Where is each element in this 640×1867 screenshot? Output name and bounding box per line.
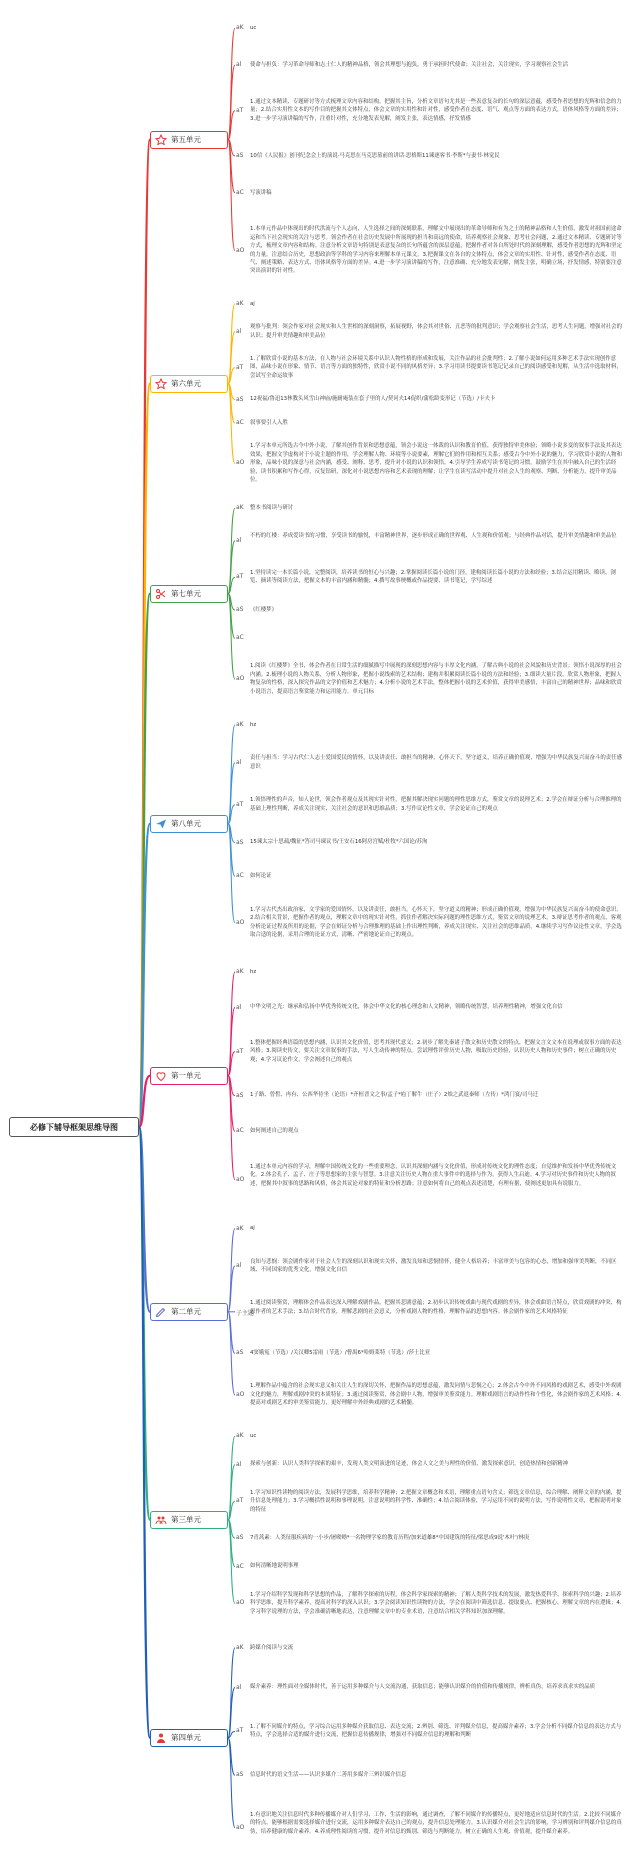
branch-text[interactable]: 如何清晰地说明事理	[250, 1563, 299, 1570]
branch-label[interactable]: al	[236, 1003, 242, 1011]
branch-connector	[228, 1312, 235, 1354]
branch-label[interactable]: al	[236, 758, 242, 766]
branch-label[interactable]: al	[236, 1460, 242, 1468]
branch-text[interactable]: 12祝福/鲁迅13林教头风雪山神庙/施耐庵装在套子里的人/契诃夫14促织/蒲松龄变形记（节选）/卡夫卡	[250, 396, 496, 403]
branch-connector	[228, 1648, 235, 1738]
branch-text[interactable]: hz	[250, 721, 257, 728]
unit-title: 第二单元	[171, 1307, 201, 1317]
branch-text[interactable]: 1.学习知识性读物的阅读方法，发展科学思维，培养科学精神；2.把握文章概念和术语，理解重点语句含义；筛选文章信息，综合理解、阐释文章的内涵，提升信息处理能力；3.学习概括性说明和事理说明，注意说明的科学性、准确性；4.结合阅读体验，学习运用不同的说明方法，写作说明性文章，把握说明对象的特征	[250, 1489, 622, 1513]
branch-label[interactable]: aS	[236, 605, 244, 613]
branch-text[interactable]: 1.通过文本精读、专题研讨等方式梳理文章内容和结构，把握其主旨，分析文章语句尤其是一些表意复杂的长句的深层意蕴，感受作者思想的光辉和信念的力量；2.结合实用性文本的写作目的把握其文体特点，体会文章的实用性和针对性，感受作者在态度、语气、观点等方面的表达方式，语体风格等方面的差异；3.进一步学习演讲稿的写作，注重针对性，充分地发表见解，阐发主张，表达情感，抒发情感	[250, 98, 622, 122]
branch-text[interactable]: 如何论证	[250, 873, 272, 880]
branch-text[interactable]: aj	[250, 1225, 255, 1232]
branch-label[interactable]: aO	[236, 1391, 245, 1398]
branch-label[interactable]: aS	[236, 1771, 244, 1779]
branch-text[interactable]: 1.学习介绍科学发现和科学思想的作品，了解科学探索的历程，体会科学家探索的精神；了解人类科学技术的发展，激发热爱科学、探索科学的兴趣；2.培养科学思维，提升科学素养，提高对科学的深入认识；3.学会阅读知识性读物的方法，学会在阅读中筛选信息、提取要点、把握核心，理解文章的内在逻辑；4.学习科学说理的方法，学会准确清晰地表达，注意理解文章中的专业术语，注意结合相关学科知识加深理解。	[250, 1591, 622, 1615]
branch-text[interactable]: 4窦娥冤（节选）/关汉卿5雷雨（节选）/曹禺6*哈姆莱特（节选）/莎士比亚	[250, 1350, 431, 1357]
branch-text[interactable]: 1.理解作品中蕴含的社会现实意义和关注人生的深切关怀，把握作品的思想意蕴，激发同情与悲悯之心；2.体会古今中外不同风格的戏剧艺术，感受中外戏剧文化的魅力，理解戏剧冲突的本质特征；3.通过阅读鉴赏，体会剧中人物，增强审美鉴赏能力。理解戏剧语言的动作性和个性化，体会剧作家的艺术风格；4.提高对戏剧艺术的审美鉴赏能力，更好理解中外经典戏剧的艺术精髓。	[250, 1383, 622, 1407]
branch-text[interactable]: 1.学习本单元所选古今中外小说，了解其创作背景和思想意蕴，领会小说这一体裁的认识和教育价值，获得独特审美体验；领略小说多变的叙事手法及其表达效果，把握文学虚构对于小说主题的作用，学会理解人物、环境等小说要素，理解它们的作用和相互关系；感受古今中外小说的魅力，学习欣赏小说的人物和形象，品味小说的深意与社会内涵，感受、阐释、思考，提升对小说的认识和领悟。4.引导学生养成写读书笔记的习惯，鼓励学生在其中融入自己的生活经验，读书积累和写作心得，反复钻研，深化对小说思想内容和艺术表现的理解；让学生在读写活动中提升对社会人生的观察、判断、分析能力，提升审美品位。	[250, 443, 622, 484]
branch-label[interactable]: aC	[236, 1127, 244, 1135]
branch-connector	[228, 725, 235, 824]
branch-text[interactable]: hz	[250, 968, 257, 975]
send-icon	[155, 818, 167, 830]
branch-connector	[228, 824, 235, 923]
branch-text[interactable]: 《红楼梦》	[250, 606, 277, 613]
scissors-icon	[155, 588, 167, 600]
branch-label[interactable]: aT	[236, 800, 244, 808]
branch-text[interactable]: 中华文明之光：继承和弘扬中华优秀传统文化，体会中华文化的核心理念和人文精神，领略传统智慧，培养理性精神，增强文化自信	[250, 1004, 563, 1011]
branch-label[interactable]: aC	[236, 188, 244, 196]
unit-title: 第一单元	[171, 1071, 201, 1081]
branch-label[interactable]: al	[236, 1262, 242, 1269]
pencil-icon	[155, 1306, 167, 1318]
branch-text[interactable]: 整本书阅读与研讨	[250, 504, 294, 511]
root-node[interactable]	[9, 1117, 139, 1137]
branch-text[interactable]: 叙事要引人入胜	[250, 419, 288, 426]
branch-text[interactable]: uc	[250, 1433, 257, 1439]
star-icon	[155, 134, 167, 146]
unit-node[interactable]	[150, 1729, 228, 1747]
branch-label[interactable]: al	[236, 61, 242, 69]
branch-connector	[228, 1312, 235, 1395]
unit-title: 第五单元	[171, 135, 201, 144]
branch-label[interactable]: 子主题	[236, 1309, 255, 1317]
branch-label[interactable]: aO	[236, 1175, 245, 1183]
group-icon	[155, 1514, 167, 1526]
root-title: 必修下辅导框架思维导图	[30, 1122, 118, 1132]
star-icon	[155, 378, 167, 390]
unit-title: 第八单元	[171, 819, 201, 829]
branch-text[interactable]: 15谏太宗十思疏/魏征*答司马谏议书/王安石16阿房宫赋/杜牧*六国论/苏洵	[250, 839, 428, 846]
branch-text[interactable]: aj	[250, 300, 255, 307]
branch-label[interactable]: aS	[236, 1349, 244, 1357]
branch-label[interactable]: aT	[236, 1727, 244, 1735]
branch-label[interactable]: al	[236, 1683, 242, 1691]
branch-connector	[228, 384, 235, 464]
branch-text[interactable]: 1.学习古代杰出政治家，文学家的爱国情怀，以及讲责任，敢担当，心怀天下，坚守道义的精神；形成正确价值观，增强为中华民族复兴而奋斗的使命意识。2.结合相关背景，把握作者的观点，理解文章中的现实针对性，抓住作者解决实际问题的理性思维方式，鉴赏文章的说理艺术。3.辩证思考作者的观点，客观分析论证过程及所用的论据，学会在辩证分析与合理推理的基础上作出理性判断，养成关注现实、关注社会的思维品质。4.继续学习写作议论性文章，学会选取合适的论据，采用合理的论证方式，清晰、严密地论证自己的观点。	[250, 906, 622, 938]
branch-text[interactable]: 写演讲稿	[250, 189, 272, 196]
unit-title: 第六单元	[171, 379, 201, 389]
branch-label[interactable]: aT	[236, 363, 244, 371]
branch-text[interactable]: 1子路、曾皙、冉有、公西华侍坐（论语）*齐桓晋文之事/孟子*庖丁解牛（庄子）2烛之武退秦师（左传）*鸿门宴/司马迁	[250, 1092, 539, 1099]
branch-label[interactable]: al	[236, 327, 242, 335]
branch-text[interactable]: 跨媒介阅读与交流	[250, 1644, 294, 1651]
branch-label[interactable]: aK	[236, 1643, 244, 1651]
branch-text[interactable]: 1.领悟理性的声音，知人论世，领会作者观点及其现实针对性，把握其解决现实问题的理性思维方式，鉴赏文章的说理艺术；2.学会在辩证分析与合理推理的基础上理性判断，养成关注现实、关注社会的意识和思维品质；3.写作议论性文章，学会论证自己的观点	[250, 797, 622, 812]
people-icon	[155, 1732, 167, 1744]
branch-text[interactable]: 1.有意识地关注信息时代多种传播媒介对人们学习、工作、生活的影响，通过调查，了解不同媒介的传播特点，更好地适应信息时代的生活。2.比较不同媒介的特点，能够根据需要选择媒介进行交流，运用多种媒介表达自己的观点，提升信息处理能力。3.认识媒介对社会生活的影响，学习辨别和评判媒介信息的真伪，培养健康的媒介素养。4.养成理性阅读的习惯，提升对信息的甄别、筛选与判断能力，树立正确的人生观、价值观，提升媒介素养。	[250, 1811, 622, 1835]
branch-connector	[228, 508, 235, 594]
branch-label[interactable]: aS	[236, 151, 244, 159]
branch-text[interactable]: 7青蒿素：人类征服疾病的一小步/屠呦呦*一名物理学家的教育历程/加来道雄8*中国建筑的特征/梁思成9说'木叶'/林庚	[250, 1535, 530, 1541]
branch-label[interactable]: aS	[236, 1091, 244, 1099]
unit-node[interactable]	[150, 1511, 228, 1529]
branch-label[interactable]: aO	[236, 1823, 245, 1831]
unit-node[interactable]	[150, 375, 228, 393]
unit-node[interactable]	[150, 131, 228, 149]
branch-label[interactable]: aK	[236, 24, 244, 32]
branch-text[interactable]: 1.坚持读完一本长篇小说，完整阅读，培养读书的恒心与兴趣；2.掌握阅读长篇小说的门径，建构阅读长篇小说的方法和经验；3.结合运用精读、略读、浏览、摘读等阅读方法，把握文本的丰富内涵和精髓；4.撰写故事梗概或作品提要、读书笔记，学写综述	[250, 570, 616, 585]
branch-text[interactable]: 10信《人民报》创刊纪念会上的演说·马克思在马克思墓前的讲话·思格斯11谏逐客书·李斯*与妻书·林觉民	[250, 152, 500, 159]
branch-label[interactable]: al	[236, 536, 242, 544]
branch-label[interactable]: aC	[236, 419, 244, 427]
branch-label[interactable]: aO	[236, 246, 245, 254]
branch-label[interactable]: aO	[236, 918, 245, 926]
branch-label[interactable]: aT	[236, 106, 244, 114]
branch-text[interactable]: 1.通过本单元内容的学习，理解中国传统文化的一些重要理念，认识其深刻内涵与文化价值，形成对传统文化的理性态度；自觉维护和发扬中华优秀传统文化。2.体会孔子、孟子、庄子等思想家的主张与智慧。3.注意关注历史人物在重大事件中的选择与作为，获得人生启迪。4.学习对历史事件和历史人物的叙述，把握其中叙事的思路和风格，体会其议论对象的特征和分析思路；注意如何将自己的观点表述清楚，有理有据，使阐述更加具有说服力。	[250, 1163, 617, 1187]
branch-text[interactable]: 1.阅读《红楼梦》全书，体会作者在日常生活的细腻描写中展现的深刻思想内容与丰厚文化内涵，了解古典小说的社会风貌和历史背景；领悟小说深厚的社会内涵。2.梳理小说的人物关系，分析人物形象，把握小说线索的艺术结构；建构并积累阅读长篇小说的方法和经验；3.细读大量片段，欣赏人物形象，把握人物复杂的性格，深入探究作品的文学价值和艺术魅力；4.分析小说的艺术手法，整体把握小说的艺术价值，获得审美感悟，丰富自己的精神世界；品味和欣赏小说语言，提高语言鉴赏能力和运用能力。单元目标	[250, 663, 622, 695]
branch-text[interactable]: 良知与悲悯：领会剧作家对于社会人生的深刻认识和现实关怀，激发良知和悲悯情怀，健全人格培养；丰富审美与包容的心态，增加和强审美判断，不同区域、不同国家的优秀文化，增强文化自信	[250, 1258, 617, 1273]
branch-label[interactable]: aS	[236, 1534, 244, 1542]
branch-label[interactable]: aK	[236, 720, 244, 728]
branch-text[interactable]: 不朽的红楼：养成爱读书的习惯，享受读书的愉悦，丰富精神世界，逐步形成正确的世界观、人生观和价值观；与经典作品对话，提升审美情趣和审美品位	[250, 533, 617, 540]
branch-text[interactable]: 1.了解欣赏小说的基本方法，在人物与社会环境关系中认识人物性格的形成和发展，关注作品的社会批判性；2.了解小说如何运用多种艺术手法实现创作意图，品味小说在形象、情节、语言等方面的独特性，欣赏小说不同的风格差异；3.学习用读书提要读书笔记记录自己的阅读感受和见解，从生活中选取材料，尝试写全命运故事	[250, 356, 622, 379]
branch-connector	[228, 1738, 235, 1828]
branch-connector	[228, 594, 235, 639]
branch-text[interactable]: uc	[250, 25, 257, 32]
unit-node[interactable]	[150, 1303, 228, 1321]
branch-label[interactable]: aC	[236, 872, 244, 880]
unit-title: 第四单元	[171, 1733, 201, 1743]
branch-text[interactable]: 媒介素养：理性面对全媒体时代，善于运用多种媒介与人交流沟通，获取信息；能够认识媒介的价值和传播规律，辨析真伪，培养求真求实的品质	[250, 1684, 596, 1691]
unit-node[interactable]	[150, 815, 228, 833]
branch-text[interactable]: 责任与担当：学习古代仁人志士爱国爱民的情怀，以及讲责任、敢担当的精神，心怀天下，坚守道义，培养正确价值观，增强为中华民族复兴而奋斗的责任感意识	[250, 755, 622, 770]
branch-label[interactable]: aK	[236, 299, 244, 307]
branch-connector	[228, 1076, 235, 1180]
branch-label[interactable]: aO	[236, 1599, 245, 1607]
branch-label[interactable]: aK	[236, 1432, 244, 1440]
branch-text[interactable]: 1.整体把握经典语篇的思想内涵，认识其文化价值，思考其现代意义；2.初步了解先秦诸子散文和历史散文的特点，把握文言文文本在说理或叙事方面的表达风格；3.阅读史传文，要关注文章叙事的手法，写人生动传神的特点。尝试理性评价历史人物，吸取历史经验，认识历史人物和历史事件；树立正确的历史观；4.学习议论作文，学会阐述自己的观点	[250, 1039, 622, 1063]
branch-text[interactable]: 信息时代的语文生活——认识多媒介二善用多媒介三辨识媒介信息	[250, 1772, 407, 1779]
heart-icon	[155, 1070, 167, 1082]
branch-text[interactable]: 1.本单元作品中体现出的时代洪流与个人志向，人生选择之间的深刻联系，理解文中展现出的革命导师和有为之士的精神品格和人生价值，激发对祖国前途命运和当下社会现实的关注与思考。领会作者在社会历史发展中所展现的担当和高远的使命，培养观察社会现象、思考社会问题，2.通过文本精读、专题研讨等方式，梳理文章内容和结构。注意分析文章语句特别是表意复杂的长句所蕴含的深层意蕴，把握作者对各自所处时代的深刻理解，感受作者思想的光辉和坚定的力量。注意结合历史，思想政治等学科的学习内容来理解本单元课文。3.把握课文在各自的文体特点，体会文章的实用性、针对性，感受作者在态度、语气、阐述策略、表达方式、语体风格等方面的差异。4.进一步学习演讲稿的写作，注意准确、充分地发表见解，阐发主张，明确立场，抒发情感，特别要注意突出演讲的针对性。	[250, 226, 622, 275]
unit-title: 第七单元	[171, 589, 201, 599]
branch-label[interactable]: aO	[236, 675, 245, 683]
branch-label[interactable]: aK	[236, 504, 244, 512]
unit-node[interactable]	[150, 1067, 228, 1085]
branch-text[interactable]: 观察与批判：领会作家对社会现实和人生世相的深刻洞察，拓展视野，体会其对世俗、丑恶等的批判意识；学会观察社会生活，思考人生问题，增强对社会的认识；提升审美情趣和审美品位	[250, 324, 622, 339]
branch-label[interactable]: aS	[236, 838, 244, 846]
branch-text[interactable]: 探索与创新：认识人类科学探索的艰辛，发现人类文明演进的足迹，体会人文之美与理性的价值，激发探索意识，创造热情和创新精神	[250, 1461, 569, 1468]
branch-text[interactable]: 使命与担负：学习革命导师和志士仁人的精神品格，领会其理想与抱负，勇于承担时代使命；关注社会，关注现实，学习观察社会生活	[250, 62, 569, 69]
branch-label[interactable]: aK	[236, 1224, 244, 1232]
branch-label[interactable]: aK	[236, 967, 244, 975]
branch-label[interactable]: aS	[236, 395, 244, 403]
branch-connector	[228, 140, 235, 251]
branch-label[interactable]: aT	[236, 1497, 244, 1505]
branch-text[interactable]: 1.通过阅读鉴赏，理解体会作品表达深入理解戏剧作品，把握其悲剧意蕴；2.初步认识传统戏曲与现代戏剧的差异，体会戏曲语言特点，欣赏戏剧的冲突、构思作者的艺术手法；3.结合时代背景，理解悲剧的社会意义，分析戏剧人物的性格，理解作品的思想内容。体会剧作家的艺术风格特征	[250, 1300, 622, 1315]
branch-label[interactable]: aC	[236, 1562, 244, 1570]
branch-connector	[228, 1229, 235, 1312]
branch-label[interactable]: aT	[236, 1047, 244, 1055]
unit-node[interactable]	[150, 585, 228, 603]
branch-label[interactable]: aC	[236, 634, 244, 642]
branch-text[interactable]: 如何阐述自己的观点	[250, 1128, 299, 1135]
unit-title: 第三单元	[171, 1515, 201, 1525]
branch-text[interactable]: 1.了解不同媒介的特点，学习综合运用多种媒介获取信息、表达交流；2.辨别、筛选、评判媒介信息，提高媒介素养；3.学会分析不同媒介信息的表达方式与特点，学会选择合适的媒介进行交流，把握信息传播规律，增强对不同媒介信息的理解和判断	[250, 1724, 622, 1739]
branch-label[interactable]: aO	[236, 459, 245, 467]
branch-label[interactable]: aT	[236, 573, 244, 581]
